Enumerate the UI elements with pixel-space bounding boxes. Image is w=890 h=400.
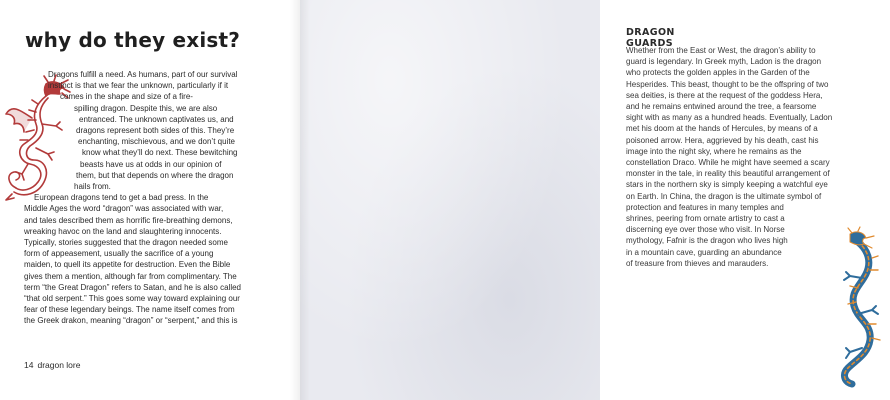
text-line: and tales described them as horrific fire-breathing demons, [24,215,233,225]
text-line: Whether from the East or West, the dragon’s ability to [626,46,816,55]
text-line: image into the night sky, where he remains as the [626,146,802,156]
text-line: monster in the tale, in reality this beautiful arrangement of [626,169,830,179]
text-line: entranced. The unknown captivates us, and [79,114,234,124]
text-line: spilling dragon. Despite this, we are also [74,103,218,113]
blue-dragon-illustration [828,228,890,388]
text-line: Hesperides. This beast, thought to be the offspring of two [626,79,829,89]
text-line: discerning eye over those who visit. In Norse [626,225,785,235]
text-line: protection and features in many temples and [626,202,784,212]
text-line: enchanting, mischievous, and we don’t quite [78,137,235,147]
page-heading: why do they exist? [25,28,241,52]
text-line: met his doom at the hands of Hercules, by means of a [626,124,818,134]
text-line: guard is legendary. In Greek myth, Ladon is the dragon [626,57,822,67]
text-line: stars in the northern sky is simply keeping a watchful eye [626,180,828,190]
text-line: comes in the shape and size of a fire- [60,92,193,102]
left-page [0,0,300,400]
text-line: “that old serpent.” This goes some way toward explaining our [24,294,240,304]
text-line: and he remains entwined around the tree, a fearsome [626,102,817,112]
text-line: know what they’ll do next. These bewitching [82,148,238,158]
text-line: Middle Ages the word “dragon” was associated with war, [24,204,224,214]
text-line: hails from. [74,182,111,192]
text-line: the Greek drakon, meaning “dragon” or “serpent,” and this is [24,316,238,326]
text-line: Typically, stories suggested that the dragon needed some [24,238,228,248]
text-line: dragons represent both sides of this. They’re [76,126,235,136]
text-line: of treasure from thieves and marauders. [626,258,769,268]
page-number: 14 [24,360,34,370]
text-line: fear of these legendary beings. The name itself comes from [24,305,235,315]
text-line: European dragons tend to get a bad press. In the [34,193,209,203]
text-line: mythology, Fafnir is the dragon who lives high [626,236,788,246]
text-line: term “the Great Dragon” refers to Satan, and he is also called [24,282,241,292]
running-footer-title: dragon lore [37,360,81,370]
text-line: beasts have us at odds in our opinion of [80,159,222,169]
text-line: sea deities, is there at the request of the goddess Hera, [626,90,823,100]
text-line: sight with as many as a hundred heads. Eventually, Ladon [626,113,833,123]
left-body-text [24,69,286,327]
right-page [300,0,833,400]
page-footer [24,360,84,370]
text-line: gives them a mention, although far from complimentary. The [24,271,237,281]
text-line: constellation Draco. While he might have seemed a scary [626,158,830,168]
text-line: them, but that depends on where the dragon [76,170,234,180]
text-line: poisoned arrow. Hera, aggrieved by his death, cast his [626,135,819,145]
text-line: wreaking havoc on the land and slaughtering innocents. [24,226,222,236]
text-line: maiden, to quell its appetite for destruction. Even the Bible [24,260,231,270]
text-line: in a mountain cave, guarding an abundance [626,247,782,257]
text-line: on Earth. In China, the dragon is the ultimate symbol of [626,191,822,201]
text-line: instinct is that we fear the unknown, particularly if it [48,81,229,91]
text-line: shrines, peering from ornate artistry to cast a [626,214,785,224]
text-line: who protects the golden apples in the Garden of the [626,68,810,78]
text-line: form of appeasement, usually the sacrifice of a young [24,249,214,259]
section-heading: DRAGON GUARDS [626,27,675,49]
text-line: Dragons fulfill a need. As humans, part of our survival [48,70,238,79]
